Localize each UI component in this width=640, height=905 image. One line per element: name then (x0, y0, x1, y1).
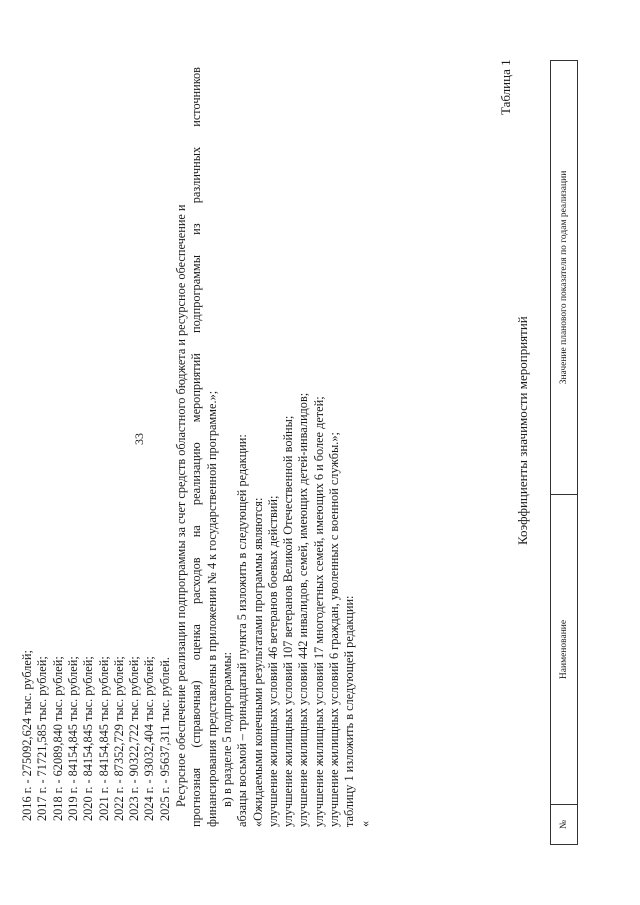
funding-year-line: 2024 г. - 93032,404 тыс. рублей; (142, 656, 157, 821)
funding-year-line: 2022 г. - 87352,729 тыс. рублей; (111, 656, 126, 821)
funding-year-line: 2019 г. - 84154,845 тыс. рублей; (65, 656, 80, 821)
table-label: Таблица 1 (498, 59, 513, 115)
funding-year-line: 2016 г. - 275092,624 тыс. рублей; (20, 650, 34, 821)
funding-year-line: 2023 г. - 90322,722 тыс. рублей; (127, 656, 142, 821)
text-line: финансирования представлены в приложении № 4 к государственной программе.»; (204, 390, 219, 827)
text-line: Ресурсное обеспечение реализации подпрограммы за счет средств областного бюджета и ресурсное обеспечение и (174, 204, 188, 807)
text-line: улучшение жилищных условий 46 ветеранов боевых действий; (265, 495, 280, 827)
funding-year-line: 2025 г. - 95637,311 тыс. рублей. (157, 657, 172, 821)
significance-table (550, 60, 578, 845)
text-line: « (357, 820, 372, 827)
text-line: таблицу 1 изложить в следующей редакции: (342, 595, 357, 827)
funding-year-line: 2020 г. - 84154,845 тыс. рублей; (81, 656, 96, 821)
table-title: Коэффициенты значимости мероприятий (515, 316, 530, 545)
funding-year-line: 2018 г. - 62089,840 тыс. рублей; (50, 656, 65, 821)
funding-year-line: 2017 г. - 71721,585 тыс. рублей; (35, 656, 50, 821)
text-line: улучшение жилищных условий 442 инвалидов, семей, имеющих детей-инвалидов; (296, 392, 311, 827)
text-line: абзацы восьмой – тринадцатый пункта 5 изложить в следующей редакции: (235, 434, 250, 827)
text-line: улучшение жилищных условий 107 ветеранов Великой Отечественной войны; (281, 415, 296, 827)
text-line: в) в разделе 5 подпрограммы: (219, 651, 234, 807)
table-header-value: Значение планового показателя по годам реализации (559, 170, 569, 385)
text-line: «Ожидаемыми конечными результатами программы являются: (250, 497, 265, 827)
funding-year-line: 2021 г. - 84154,845 тыс. рублей; (96, 656, 111, 821)
table-header-number: № (551, 804, 577, 844)
text-line: улучшение жилищных условий 17 многодетных семей, имеющих 6 и более детей; (311, 396, 326, 827)
text-line: прогнозная (справочная) оценка расходов на реализацию мероприятий подпрограммы из различных источников (189, 67, 204, 827)
text-line: улучшение жилищных условий 6 граждан, уволенных с военной службы.»; (327, 432, 341, 827)
page-number: 33 (132, 433, 146, 445)
table-header-name: Наименование (551, 494, 577, 804)
